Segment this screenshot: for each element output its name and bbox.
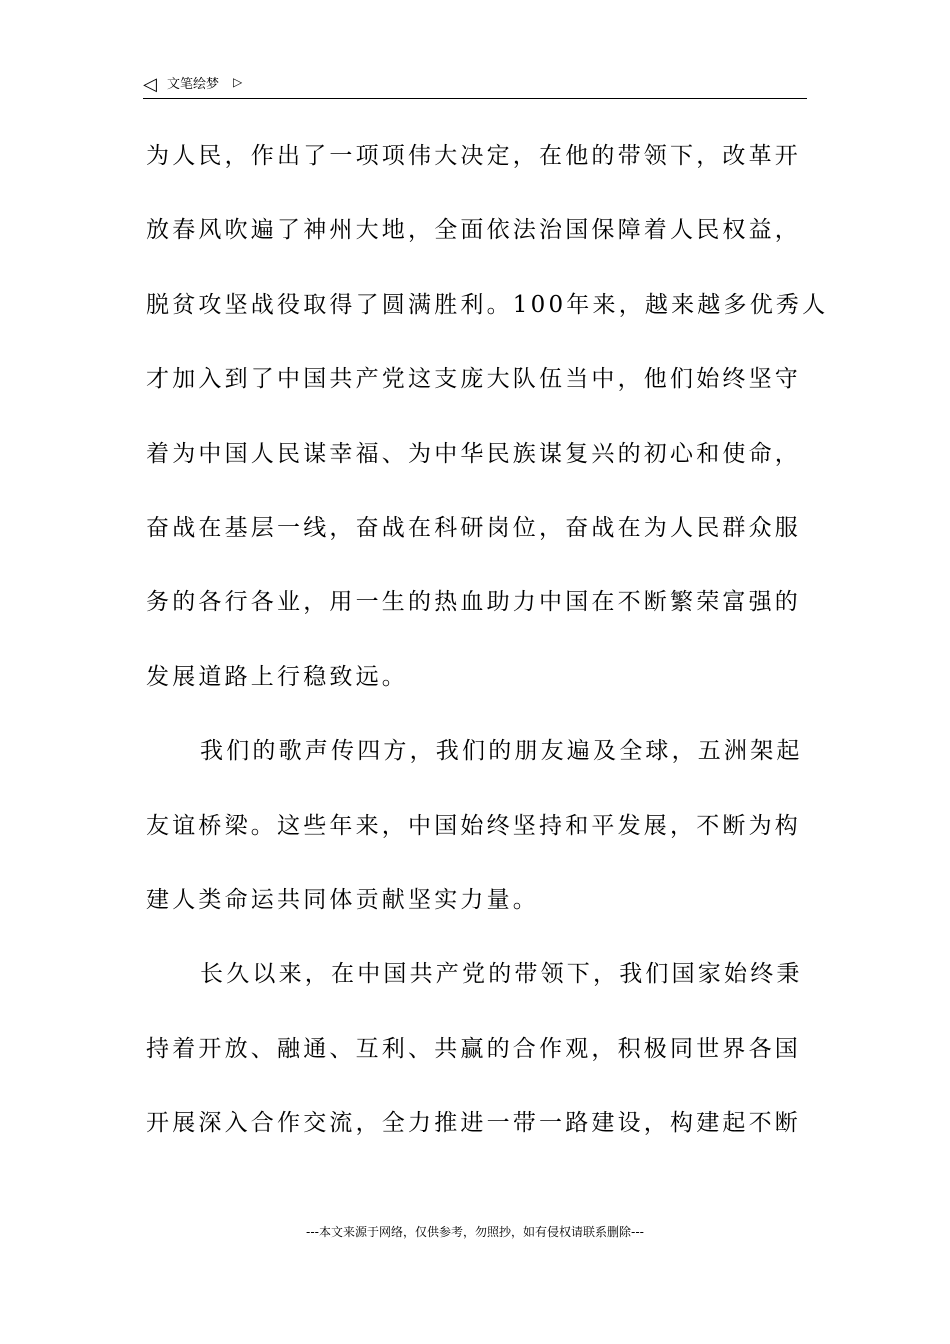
text-line: 发展道路上行稳致远。 (146, 663, 408, 690)
page-footer: ---本文来源于网络，仅供参考，勿照抄，如有侵权请联系删除--- (306, 1225, 644, 1239)
header-title: 文笔绘梦 (167, 77, 220, 92)
document-body (146, 119, 829, 1160)
paragraph-3 (146, 937, 810, 1160)
text-line: 放春风吹遍了神州大地，全面依法治国保障着人民权益， (146, 217, 801, 244)
text-line: 开展深入合作交流，全力推进一带一路建设，构建起不断 (146, 1110, 801, 1137)
text-line: 友谊桥梁。这些年来，中国始终坚持和平发展，不断为构 (146, 812, 801, 839)
text-line: 建人类命运共同体贡献坚实力量。 (146, 886, 539, 913)
paragraph-1 (146, 119, 829, 714)
page-header (143, 72, 807, 99)
text-line: 奋战在基层一线，奋战在科研岗位，奋战在为人民群众服 (146, 514, 801, 541)
text-line: 长久以来，在中国共产党的带领下，我们国家始终秉 (200, 961, 803, 988)
text-line: 着为中国人民谋幸福、为中华民族谋复兴的初心和使命， (146, 440, 801, 467)
text-line: 务的各行各业，用一生的热血助力中国在不断繁荣富强的 (146, 589, 801, 616)
text-line: 才加入到了中国共产党这支庞大队伍当中，他们始终坚守 (146, 366, 801, 393)
text-line: 我们的歌声传四方，我们的朋友遍及全球，五洲架起 (200, 738, 803, 765)
right-triangle-icon: ▷ (233, 75, 243, 89)
text-line: 脱贫攻坚战役取得了圆满胜利。100年来，越来越多优秀人 (146, 291, 829, 318)
text-line: 持着开放、融通、互利、共赢的合作观，积极同世界各国 (146, 1035, 801, 1062)
left-triangle-icon: ◁ (143, 74, 157, 95)
text-line: 为人民，作出了一项项伟大决定，在他的带领下，改革开 (146, 143, 801, 169)
paragraph-2 (146, 714, 810, 937)
